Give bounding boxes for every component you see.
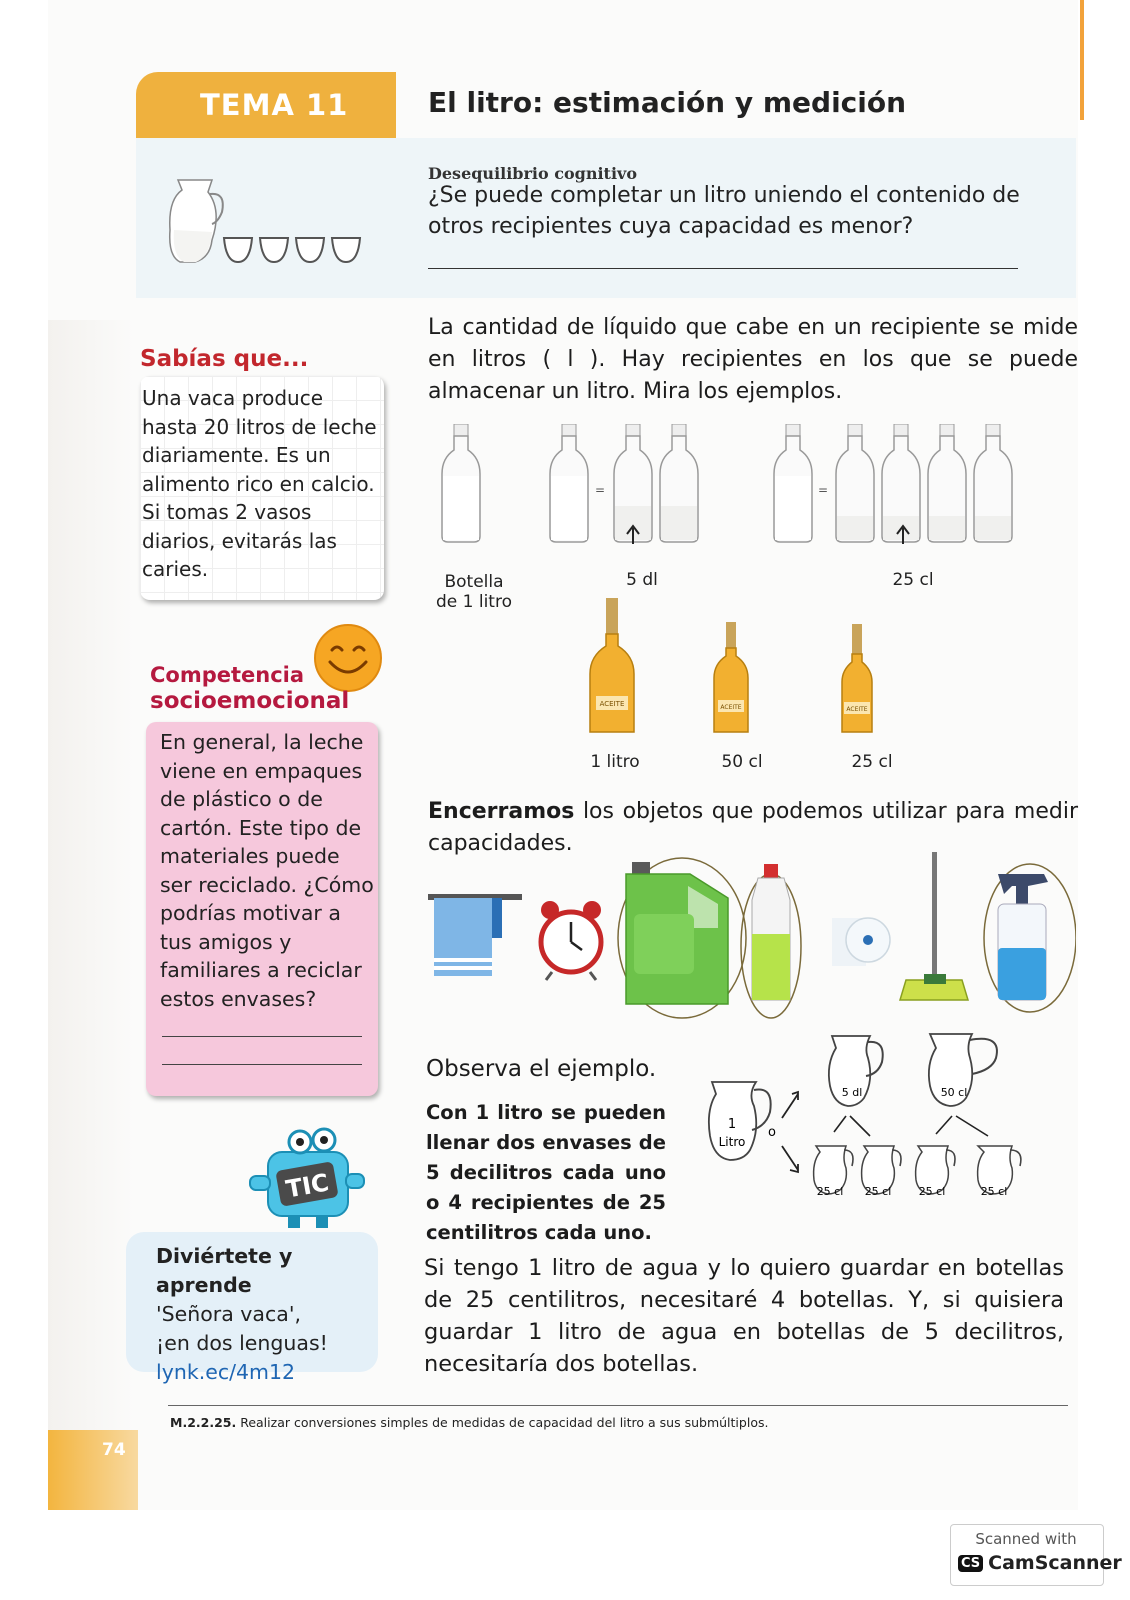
diagram-25cl-label-3: 25 cl bbox=[918, 1185, 946, 1198]
tic-bold-text: Diviértete bbox=[156, 1244, 272, 1268]
page-edge-accent bbox=[1080, 0, 1084, 120]
tic-line2: 'Señora vaca', bbox=[156, 1302, 301, 1326]
oil-label-2: 50 cl bbox=[721, 752, 763, 772]
scanner-line1: Scanned with bbox=[975, 1530, 1077, 1548]
encerramos-rest: los objetos que podemos utilizar para medir capacidades. bbox=[428, 799, 1078, 856]
tic-rest-text: y aprende bbox=[156, 1244, 293, 1297]
mop-icon bbox=[900, 852, 968, 1000]
oil-bottles-illustration bbox=[580, 598, 920, 738]
encerramos-text bbox=[428, 796, 1078, 860]
bottle-caption bbox=[424, 572, 524, 612]
tic-link[interactable]: lynk.ec/4m12 bbox=[156, 1360, 296, 1384]
alarm-clock-icon bbox=[541, 901, 601, 980]
observa-title: Observa el ejemplo. bbox=[426, 1056, 657, 1082]
oil-tag-2: ACEITE bbox=[720, 704, 742, 711]
diagram-5dl-label: 5 dl bbox=[841, 1086, 863, 1099]
towel-icon bbox=[428, 894, 522, 976]
competencia-title bbox=[150, 662, 349, 714]
tic-badge-text: TIC bbox=[283, 1168, 331, 1204]
footer-objective bbox=[170, 1415, 768, 1430]
bottle-caption-line1: Botella bbox=[444, 572, 504, 592]
scanner-brand: CamScanner bbox=[988, 1552, 1122, 1574]
page-title: El litro: estimación y medición bbox=[428, 86, 907, 119]
answer-line bbox=[428, 268, 1018, 269]
jug-and-cups-illustration bbox=[160, 170, 380, 270]
jerrycan-icon bbox=[618, 858, 746, 1018]
conversion-diagram bbox=[700, 1030, 1060, 1230]
competencia-answer-line-2 bbox=[162, 1064, 362, 1065]
objects-row-illustration bbox=[428, 852, 1076, 1022]
tic-text bbox=[156, 1242, 376, 1387]
diagram-50cl-label: 50 cl bbox=[940, 1086, 968, 1099]
sabias-title: Sabías que... bbox=[140, 346, 309, 372]
cleaner-bottle-icon bbox=[741, 864, 801, 1018]
cognitive-label: Desequilibrio cognitivo bbox=[428, 164, 637, 183]
camscanner-logo-icon: CS bbox=[958, 1555, 983, 1572]
diagram-or: o bbox=[768, 1125, 776, 1140]
encerramos-bold: Encerramos bbox=[428, 799, 575, 824]
diagram-25cl-label-1: 25 cl bbox=[816, 1185, 844, 1198]
page-number: 74 bbox=[102, 1440, 126, 1460]
final-paragraph: Si tengo 1 litro de agua y lo quiero guardar en botellas de 25 centilitros, necesitaré 4 botellas. Y, si quisiera guardar 1 litro de agua en botellas de 5 decilitros, necesitaría dos botellas. bbox=[424, 1255, 1064, 1377]
diagram-25cl-label-2: 25 cl bbox=[864, 1185, 892, 1198]
svg-text:=: = bbox=[595, 483, 606, 497]
caption-25cl: 25 cl bbox=[892, 570, 934, 590]
sabias-text: Una vaca produce hasta 20 litros de leche diariamente. Es un alimento rico en calcio. Si tomas 2 vasos diarios, evitarás las caries. bbox=[142, 386, 377, 581]
left-margin-shade bbox=[48, 320, 134, 1510]
oil-label-3: 25 cl bbox=[851, 752, 893, 772]
oil-tag-3: ACEITE bbox=[846, 706, 868, 713]
diagram-main-2: Litro bbox=[718, 1135, 746, 1149]
oil-tag-1: ACEITE bbox=[599, 700, 625, 708]
main-paragraph: La cantidad de líquido que cabe en un recipiente se mide en litros ( l ). Hay recipientes en los que se puede almacenar un litro. Mira los ejemplos. bbox=[428, 315, 1078, 404]
cognitive-question: ¿Se puede completar un litro uniendo el contenido de otros recipientes cuya capacidad es menor? bbox=[428, 183, 1020, 239]
paper-roll-icon bbox=[832, 918, 890, 966]
competencia-text: En general, la leche viene en empaques de plástico o de cartón. Este tipo de materiales puede ser reciclado. ¿Cómo podrías motivar a tus amigos y familiares a reciclar estos envases? bbox=[160, 730, 374, 1011]
footer-code: M.2.2.25. bbox=[170, 1415, 237, 1430]
competencia-title-line2: socioemocional bbox=[150, 688, 350, 714]
competencia-title-line1: Competencia bbox=[150, 663, 305, 687]
footer-rule bbox=[168, 1405, 1068, 1406]
milk-bottles-illustration bbox=[440, 424, 1080, 554]
competencia-answer-line-1 bbox=[162, 1036, 362, 1037]
scanner-line2 bbox=[958, 1552, 1122, 1574]
diagram-25cl-label-4: 25 cl bbox=[980, 1185, 1008, 1198]
spray-bottle-icon bbox=[984, 864, 1076, 1012]
tic-robot-icon bbox=[242, 1118, 372, 1238]
observa-text: Con 1 litro se pueden llenar dos envases de 5 decilitros cada uno o 4 recipientes de 25 centilitros cada uno. bbox=[426, 1101, 666, 1244]
svg-text:=: = bbox=[818, 483, 829, 497]
tic-line3: ¡en dos lenguas! bbox=[156, 1331, 328, 1355]
footer-text: Realizar conversiones simples de medidas de capacidad del litro a sus submúltiplos. bbox=[236, 1415, 769, 1430]
bottle-caption-line2: de 1 litro bbox=[435, 592, 512, 612]
diagram-main-1: 1 bbox=[727, 1117, 737, 1132]
tema-label: TEMA 11 bbox=[200, 88, 349, 122]
caption-5dl: 5 dl bbox=[626, 570, 658, 590]
oil-label-1: 1 litro bbox=[590, 752, 640, 772]
